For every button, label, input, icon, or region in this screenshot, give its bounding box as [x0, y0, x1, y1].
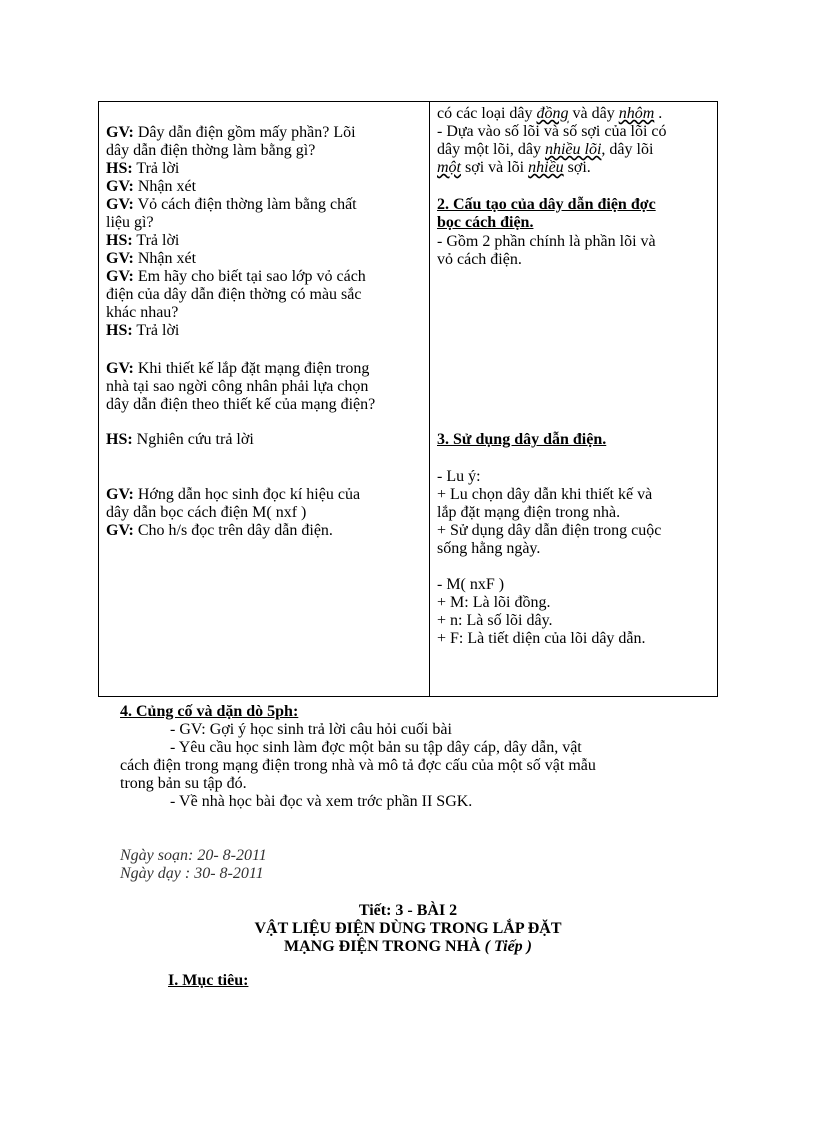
line-text: Vỏ cách điện thờng làm bằng chất: [133, 196, 357, 213]
speaker-label: GV:: [106, 522, 134, 539]
left-line-13: [106, 360, 369, 378]
section-2-heading-cont: bọc cách điện.: [437, 214, 534, 231]
lesson-number: Tiết: 3 - BÀI 2: [358, 902, 458, 919]
left-line-18: [106, 504, 306, 522]
line-text: Trả lời: [132, 232, 180, 249]
right-line-4: một sợi và lõi nhiều sợi.: [437, 159, 591, 176]
section-2-heading: 2. Cấu tạo của dây dẫn điện đợc: [437, 196, 656, 213]
left-line-10: [106, 286, 361, 304]
speaker-label: GV:: [106, 178, 134, 195]
left-line-5: [106, 196, 357, 214]
section-4-line: - Yêu cầu học sinh làm đợc một bản su tập dây cáp, dây dẫn, vật: [170, 739, 582, 756]
left-line-3: [106, 160, 179, 178]
speaker-label: GV:: [106, 360, 134, 377]
left-line-7: [106, 232, 179, 250]
left-line-17: [106, 486, 360, 504]
section-4-line: - Về nhà học bài đọc và xem trớc phần II SGK.: [170, 793, 473, 810]
section-3-heading: 3. Sử dụng dây dẫn điện.: [437, 431, 607, 448]
line-text: dây dẫn điện thờng làm bằng gì?: [106, 142, 316, 159]
lesson-title-line1: VẬT LIỆU ĐIỆN DÙNG TRONG LẮP ĐẶT: [254, 920, 562, 937]
right-line-6: vỏ cách điện.: [437, 251, 522, 268]
line-text: Khi thiết kế lắp đặt mạng điện trong: [133, 360, 370, 377]
section-4-line: trong bản su tập đó.: [120, 775, 247, 792]
speaker-label: HS:: [106, 431, 133, 448]
objectives-heading: I. Mục tiêu:: [168, 972, 249, 989]
left-line-8: [106, 250, 196, 268]
date-prepared: Ngày soạn: 20- 8-2011: [120, 847, 267, 864]
line-text: khác nhau?: [106, 304, 179, 321]
lesson-title-text: MẠNG ĐIỆN TRONG NHÀ: [284, 938, 481, 955]
section-4-heading: 4. Củng cố và dặn dò 5ph:: [120, 703, 299, 720]
right-line-3: dây một lõi, dây nhiều lõi, dây lõi: [437, 141, 654, 158]
right-line-2: - Dựa vào số lõi và số sợi của lõi có: [437, 123, 667, 140]
speaker-label: GV:: [106, 196, 134, 213]
table-column-divider: [429, 101, 430, 697]
left-line-4: [106, 178, 196, 196]
left-line-11: [106, 304, 178, 322]
section-4-line: cách điện trong mạng điện trong nhà và mô tả đợc cấu của một số vật mẫu: [120, 757, 596, 774]
section-4-line: - GV: Gợi ý học sinh trả lời câu hỏi cuối bài: [170, 721, 452, 738]
speaker-label: HS:: [106, 322, 133, 339]
line-text: dây dẫn bọc cách điện M( nxf ): [106, 504, 307, 521]
line-text: Nhận xét: [133, 250, 197, 267]
line-text: Nghiên cứu trả lời: [132, 431, 254, 448]
speaker-label: GV:: [106, 250, 134, 267]
line-text: nhà tại sao ngời công nhân phải lựa chọn: [106, 378, 369, 395]
line-text: Trả lời: [132, 322, 180, 339]
right-line-13: + M: Là lõi đồng.: [437, 594, 551, 611]
speaker-label: HS:: [106, 232, 133, 249]
right-line-1: có các loại dây đồng và dây nhôm .: [437, 105, 663, 122]
left-line-16: [106, 431, 254, 449]
speaker-label: GV:: [106, 268, 134, 285]
right-line-14: + n: Là số lõi dây.: [437, 612, 553, 629]
speaker-label: HS:: [106, 160, 133, 177]
line-text: dây dẫn điện theo thiết kế của mạng điện?: [106, 396, 376, 413]
line-text: Em hãy cho biết tại sao lớp vỏ cách: [133, 268, 366, 285]
right-line-7: - Lu ý:: [437, 468, 481, 485]
right-line-5: - Gồm 2 phần chính là phần lõi và: [437, 233, 656, 250]
left-line-9: [106, 268, 366, 286]
line-text: điện của dây dẫn điện thờng có màu sắc: [106, 286, 362, 303]
term-nhom: nhôm: [618, 105, 655, 122]
left-line-6: [106, 214, 154, 232]
speaker-label: GV:: [106, 486, 134, 503]
term-nhieu-loi: nhiều lõi: [544, 141, 602, 158]
left-line-14: [106, 378, 368, 396]
left-line-19: [106, 522, 333, 540]
right-line-9: lắp đặt mạng điện trong nhà.: [437, 504, 621, 521]
line-text: Cho h/s đọc trên dây dẫn điện.: [133, 522, 333, 539]
right-line-10: + Sử dụng dây dẫn điện trong cuộc: [437, 522, 662, 539]
left-line-12: [106, 322, 179, 340]
right-line-15: + F: Là tiết diện của lõi dây dẫn.: [437, 630, 646, 647]
left-line-1: [106, 124, 356, 142]
right-line-11: sống hằng ngày.: [437, 540, 541, 557]
line-text: Hớng dẫn học sinh đọc kí hiệu của: [133, 486, 361, 503]
lesson-continued: ( Tiếp ): [480, 938, 532, 955]
left-line-15: [106, 396, 375, 414]
line-text: Nhận xét: [133, 178, 197, 195]
term-nhieu: nhiều: [528, 159, 564, 176]
left-line-2: [106, 142, 315, 160]
term-dong: đồng: [536, 105, 569, 122]
line-text: Trả lời: [132, 160, 180, 177]
right-line-8: + Lu chọn dây dẫn khi thiết kế và: [437, 486, 653, 503]
date-taught: Ngày dạy : 30- 8-2011: [120, 865, 264, 882]
lesson-title-line2: [0, 938, 816, 956]
term-mot: một: [437, 159, 461, 176]
line-text: Dây dẫn điện gồm mấy phần? Lõi: [133, 124, 356, 141]
right-line-12: - M( nxF ): [437, 576, 505, 593]
speaker-label: GV:: [106, 124, 134, 141]
line-text: liệu gì?: [106, 214, 154, 231]
